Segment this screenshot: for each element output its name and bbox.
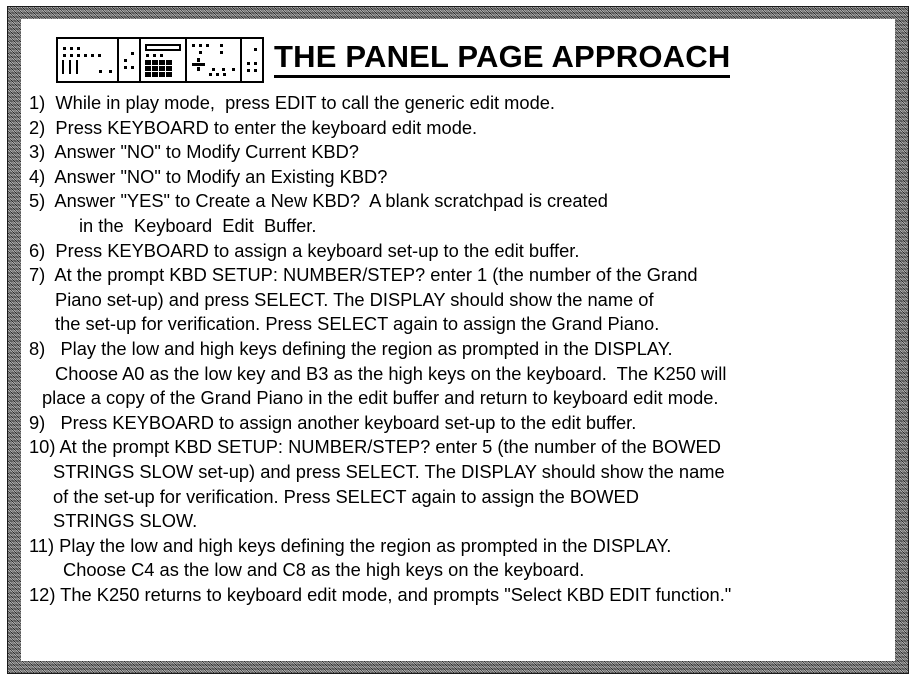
instruction-step-line: 8) Play the low and high keys defining the region as prompted in the DISPLAY.	[29, 337, 673, 359]
instruction-step	[21, 435, 895, 533]
instruction-step-continuation: in the Keyboard Edit Buffer.	[79, 214, 317, 236]
instruction-step-continuation: the set-up for verification. Press SELECT again to assign the Grand Piano.	[55, 313, 660, 335]
instruction-step-line: 2) Press KEYBOARD to enter the keyboard edit mode.	[29, 116, 478, 138]
instruction-step-line: 12) The K250 returns to keyboard edit mode, and prompts "Select KBD EDIT function."	[29, 583, 732, 605]
instruction-step	[21, 165, 895, 190]
instruction-step-continuation: of the set-up for verification. Press SELECT again to assign the BOWED	[53, 485, 639, 507]
document-header	[21, 19, 895, 91]
instruction-step-line: 7) At the prompt KBD SETUP: NUMBER/STEP? enter 1 (the number of the Grand	[29, 264, 698, 286]
instruction-step-line: 11) Play the low and high keys defining the region as prompted in the DISPLAY.	[29, 534, 672, 556]
instruction-step-continuation: Choose C4 as the low and C8 as the high keys on the keyboard.	[63, 559, 585, 581]
instruction-step	[21, 140, 895, 165]
synth-control-panel-icon	[56, 37, 264, 83]
panel-numeric-keypad	[145, 60, 181, 77]
instruction-step-continuation: Choose A0 as the low key and B3 as the high keys on the keyboard. The K250 will	[55, 362, 727, 384]
instruction-step-line: 4) Answer "NO" to Modify an Existing KBD?	[29, 165, 388, 187]
instruction-step-line: 6) Press KEYBOARD to assign a keyboard set-up to the edit buffer.	[29, 239, 580, 261]
instruction-step-line: 5) Answer "YES" to Create a New KBD? A blank scratchpad is created	[29, 190, 608, 212]
instruction-step-list	[21, 91, 895, 607]
instruction-step	[21, 411, 895, 436]
instruction-step-line: 3) Answer "NO" to Modify Current KBD?	[29, 141, 359, 163]
instruction-step-continuation: place a copy of the Grand Piano in the edit buffer and return to keyboard edit mode.	[42, 387, 719, 409]
instruction-step-line: 1) While in play mode, press EDIT to call the generic edit mode.	[29, 92, 555, 113]
panel-section-cursor-pad	[187, 39, 242, 81]
instruction-step	[21, 583, 895, 608]
panel-section-small-buttons	[119, 39, 141, 81]
instruction-step	[21, 263, 895, 337]
panel-cursor-cross-icon	[191, 57, 206, 72]
panel-section-mode-buttons	[242, 39, 262, 81]
document-page	[21, 19, 895, 661]
instruction-step	[21, 189, 895, 238]
instruction-step-continuation: STRINGS SLOW.	[53, 510, 198, 532]
instruction-step	[21, 534, 895, 583]
instruction-step-continuation: STRINGS SLOW set-up) and press SELECT. The DISPLAY should show the name	[53, 460, 725, 482]
panel-section-keypad	[141, 39, 187, 81]
panel-lcd-display	[145, 44, 181, 51]
instruction-step	[21, 116, 895, 141]
instruction-step	[21, 91, 895, 116]
instruction-step-continuation: Piano set-up) and press SELECT. The DISPLAY should show the name of	[55, 288, 654, 310]
page-title: THE PANEL PAGE APPROACH	[274, 41, 730, 78]
instruction-step	[21, 239, 895, 264]
instruction-step	[21, 337, 895, 411]
panel-section-sliders	[58, 39, 119, 81]
instruction-step-line: 10) At the prompt KBD SETUP: NUMBER/STEP? enter 5 (the number of the BOWED	[29, 436, 721, 458]
instruction-step-line: 9) Press KEYBOARD to assign another keyboard set-up to the edit buffer.	[29, 411, 637, 433]
